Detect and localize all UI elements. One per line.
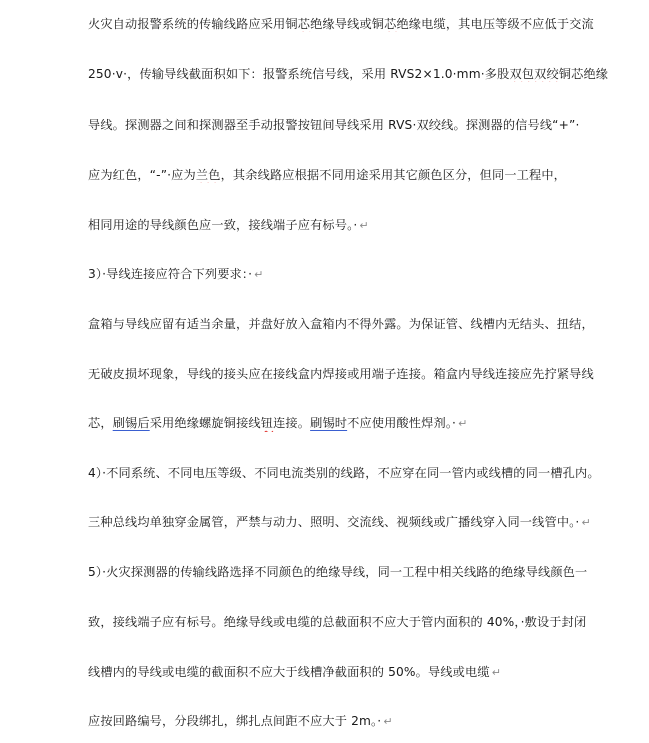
text-run: 无破皮损坏现象，导线的接头应在接线盒内焊接或用端子连接。箱盒内导线连接应先拧紧导线 bbox=[88, 367, 594, 381]
text-run: 应为红色，“-”·应为 bbox=[88, 168, 196, 182]
text-run: 致，接线端子应有标号。绝缘导线或电缆的总截面积不应大于管内面积的 40%，·敷设于封闭 bbox=[88, 615, 587, 629]
text-run: 绝缘导线或铜 bbox=[310, 17, 385, 31]
text-run: 相同用途的导线颜色应一致，接线端子应有标号。· bbox=[88, 218, 358, 232]
text-line-4 bbox=[88, 167, 628, 183]
text-line-2 bbox=[88, 66, 628, 82]
text-line-7 bbox=[88, 316, 628, 332]
text-line-9 bbox=[88, 415, 628, 432]
text-run: 应按回路编号，分段绑扎，绑扎点间距不应大于 2m。· bbox=[88, 714, 382, 728]
paragraph-mark-icon: ↵ bbox=[359, 219, 369, 232]
spellcheck-word: 芯 bbox=[384, 17, 397, 31]
text-run: 三种总线均单独穿金属管，严禁与动力、照明、交流线、视频线或广播线穿入同一线管中。· bbox=[88, 515, 580, 529]
text-run: 250·v·，传输导线截面积如下：报警系统信号线，采用 RVS2×1.0·mm·多股 bbox=[88, 67, 510, 81]
text-line-5 bbox=[88, 217, 628, 234]
text-line-14 bbox=[88, 664, 628, 681]
text-run: 芯， bbox=[88, 416, 113, 430]
text-line-15 bbox=[88, 713, 628, 730]
text-line-11 bbox=[88, 514, 628, 531]
text-line-10 bbox=[88, 465, 628, 481]
spellcheck-word: 芯 bbox=[297, 17, 311, 31]
spellcheck-word: 双包双绞 bbox=[509, 67, 559, 81]
grammar-word: 刷锡后 bbox=[112, 416, 150, 430]
text-line-3 bbox=[88, 117, 628, 133]
text-line-6 bbox=[88, 266, 628, 283]
paragraph-mark-icon: ↵ bbox=[581, 516, 591, 529]
paragraph-mark-icon: ↵ bbox=[491, 666, 502, 679]
text-run: 火灾自动报警系统的传输线路应采用铜 bbox=[88, 17, 298, 31]
text-line-12 bbox=[88, 564, 628, 580]
text-run: ，其余线路应根据不同用途采用其它颜色区分，但同一工程中， bbox=[220, 168, 567, 182]
paragraph-mark-icon: ↵ bbox=[383, 715, 393, 728]
text-run: 铜芯绝缘 bbox=[558, 67, 609, 81]
text-line-1 bbox=[88, 16, 628, 32]
text-line-13 bbox=[88, 614, 628, 630]
spellcheck-word: 钮 bbox=[260, 416, 274, 430]
text-run: 3）·导线连接应符合下列要求：· bbox=[88, 267, 253, 281]
text-run: 不应使用酸性焊剂。· bbox=[347, 416, 457, 430]
paragraph-mark-icon: ↵ bbox=[254, 268, 264, 281]
text-run: 连接。 bbox=[273, 416, 311, 430]
grammar-word: 刷锡时 bbox=[310, 416, 348, 430]
text-run: 盒箱与导线应留有适当余量，并盘好放入盒箱内不得外露。为保证管、线槽内无结头、扭结， bbox=[88, 317, 594, 331]
paragraph-mark-icon: ↵ bbox=[458, 417, 468, 430]
text-run: 4）·不同系统、不同电压等级、不同电流类别的线路，不应穿在同一管内或线槽的同一槽孔内。 bbox=[88, 466, 600, 480]
text-run: 线槽内的导线或电缆的截面积不应大于线槽净截面积的 50%。导线或电缆 bbox=[88, 665, 490, 679]
text-line-8 bbox=[88, 366, 628, 382]
text-run: 导线。探测器之间和探测器至手动报警按钮间导线采用 RVS·双绞线。探测器的信号线“+”· bbox=[88, 118, 580, 132]
text-run: 采用绝缘螺旋铜接线 bbox=[149, 416, 261, 430]
text-run: 绝缘电缆，其电压等级不应低于交流 bbox=[396, 17, 594, 31]
text-run: 5）·火灾探测器的传输线路选择不同颜色的绝缘导线，同一工程中相关线路的绝缘导线颜色一 bbox=[88, 565, 588, 579]
spellcheck-word: 兰色 bbox=[195, 168, 221, 182]
